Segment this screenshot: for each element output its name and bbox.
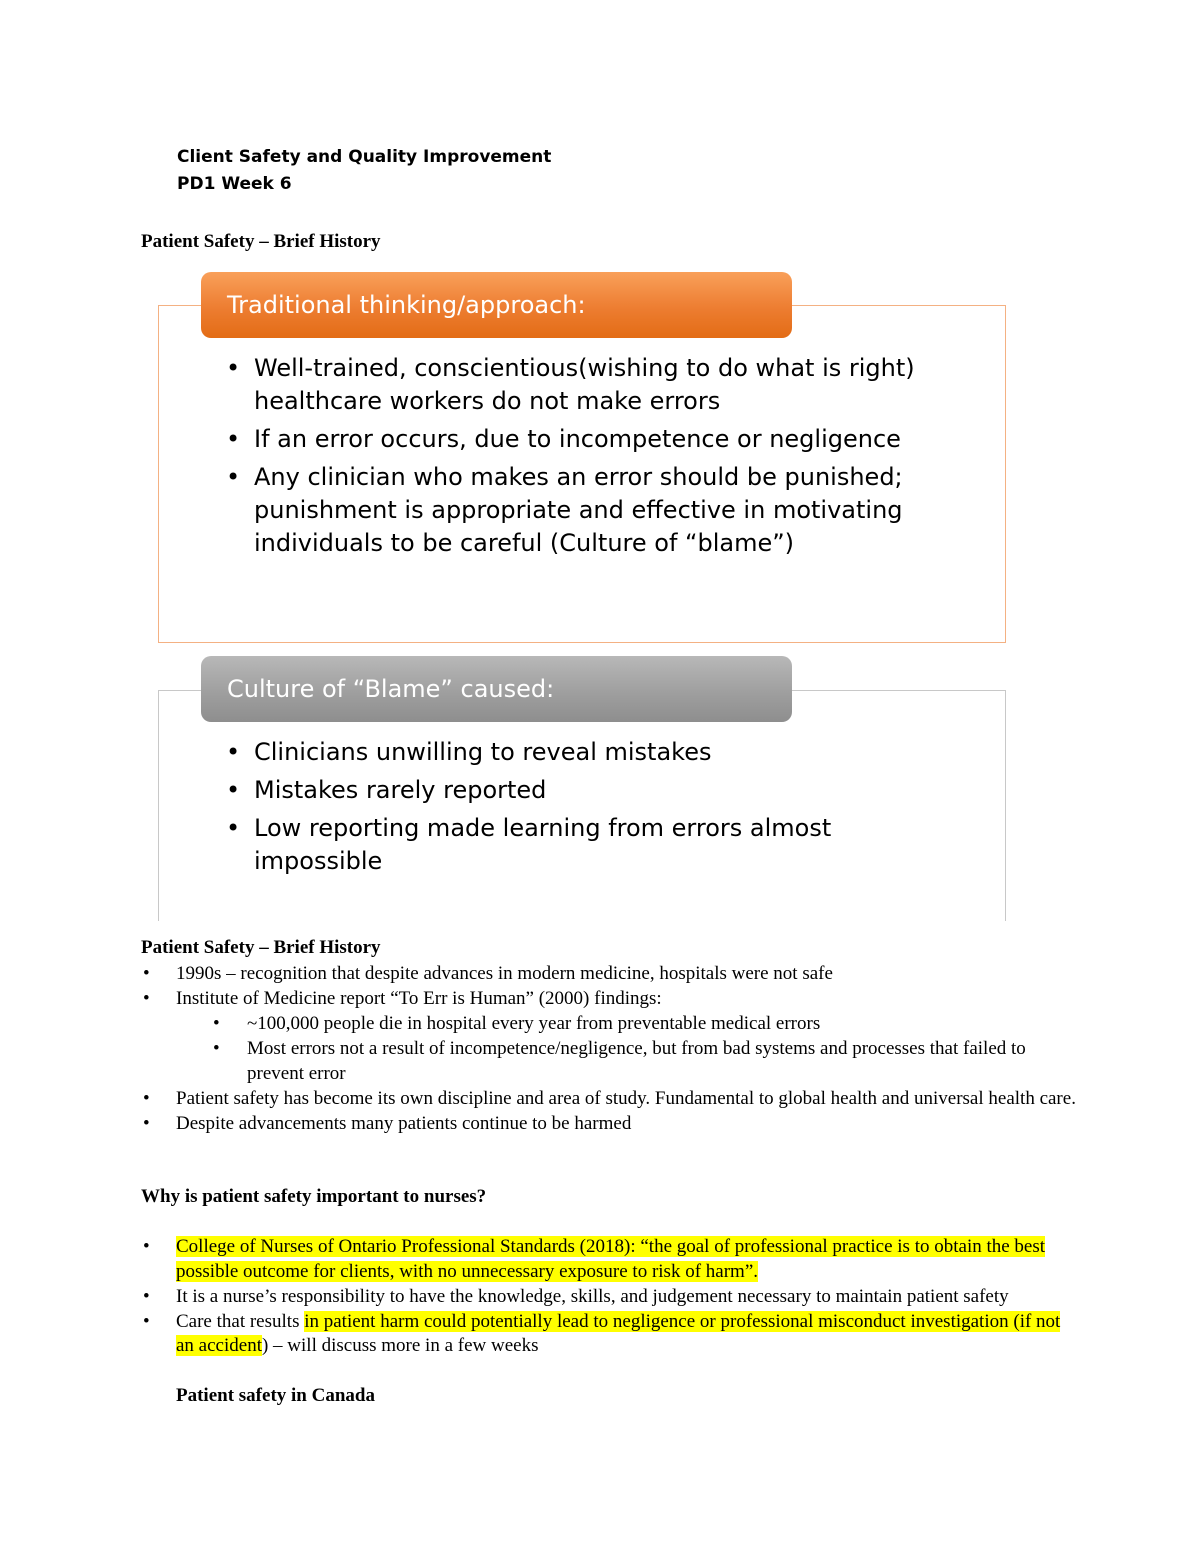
text: ) – will discuss more in a few weeks: [261, 1335, 539, 1356]
traditional-approach-header: Traditional thinking/approach:: [201, 272, 792, 338]
culture-of-blame-header: Culture of “Blame” caused:: [201, 656, 792, 722]
list-item: [141, 1310, 1081, 1359]
text: Care that results: [176, 1310, 305, 1332]
list-item: • Patient safety has become its own discipline and area of study. Fundamental to global health and universal health care.: [141, 1087, 1081, 1112]
document-title: Client Safety and Quality Improvement: [177, 147, 552, 167]
sub-list-item: • ~100,000 people die in hospital every year from preventable medical errors: [141, 1012, 1081, 1037]
highlighted-text: College of Nurses of Ontario Professional Standards (2018): “the goal of professional practice is to obtain the best possible outcome for clients, with no unnecessary exposure to risk of harm”.: [176, 1236, 1046, 1282]
section-heading-history: Patient Safety – Brief History: [141, 231, 381, 252]
list-item: • Low reporting made learning from errors almost impossible: [226, 812, 926, 878]
list-item: • 1990s – recognition that despite advances in modern medicine, hospitals were not safe: [141, 962, 1081, 987]
document-title-block: [177, 144, 551, 198]
history-bullet-list: [141, 962, 1081, 1137]
list-item: • Clinicians unwilling to reveal mistakes: [226, 736, 926, 769]
list-item: • Well-trained, conscientious(wishing to do what is right) healthcare workers do not make errors: [226, 352, 926, 418]
subheading-patient-safety-canada: Patient safety in Canada: [176, 1385, 375, 1406]
sub-list-item: • Most errors not a result of incompetence/negligence, but from bad systems and processes that failed to prevent error: [141, 1037, 1081, 1086]
list-item: • Institute of Medicine report “To Err is Human” (2000) findings:: [141, 987, 1081, 1012]
list-item: • It is a nurse’s responsibility to have the knowledge, skills, and judgement necessary to maintain patient safety: [141, 1285, 1081, 1310]
list-item-highlighted: [141, 1235, 1081, 1284]
culture-of-blame-list: [226, 736, 926, 883]
list-item: • If an error occurs, due to incompetence or negligence: [226, 423, 926, 456]
section-heading-importance: Why is patient safety important to nurses?: [141, 1186, 487, 1207]
list-item: • Any clinician who makes an error should be punished; punishment is appropriate and effective in motivating individuals to be careful (Culture of “blame”): [226, 461, 926, 560]
document-subtitle: PD1 Week 6: [177, 174, 292, 194]
list-item: • Mistakes rarely reported: [226, 774, 926, 807]
importance-bullet-list: [141, 1235, 1081, 1359]
list-item: • Despite advancements many patients continue to be harmed: [141, 1112, 1081, 1137]
traditional-approach-list: [226, 352, 926, 565]
highlighted-text: in patient harm could potentially lead to negligence or professional misconduct investigation (if not an accident: [176, 1310, 1061, 1356]
section-heading-history-2: Patient Safety – Brief History: [141, 937, 381, 958]
